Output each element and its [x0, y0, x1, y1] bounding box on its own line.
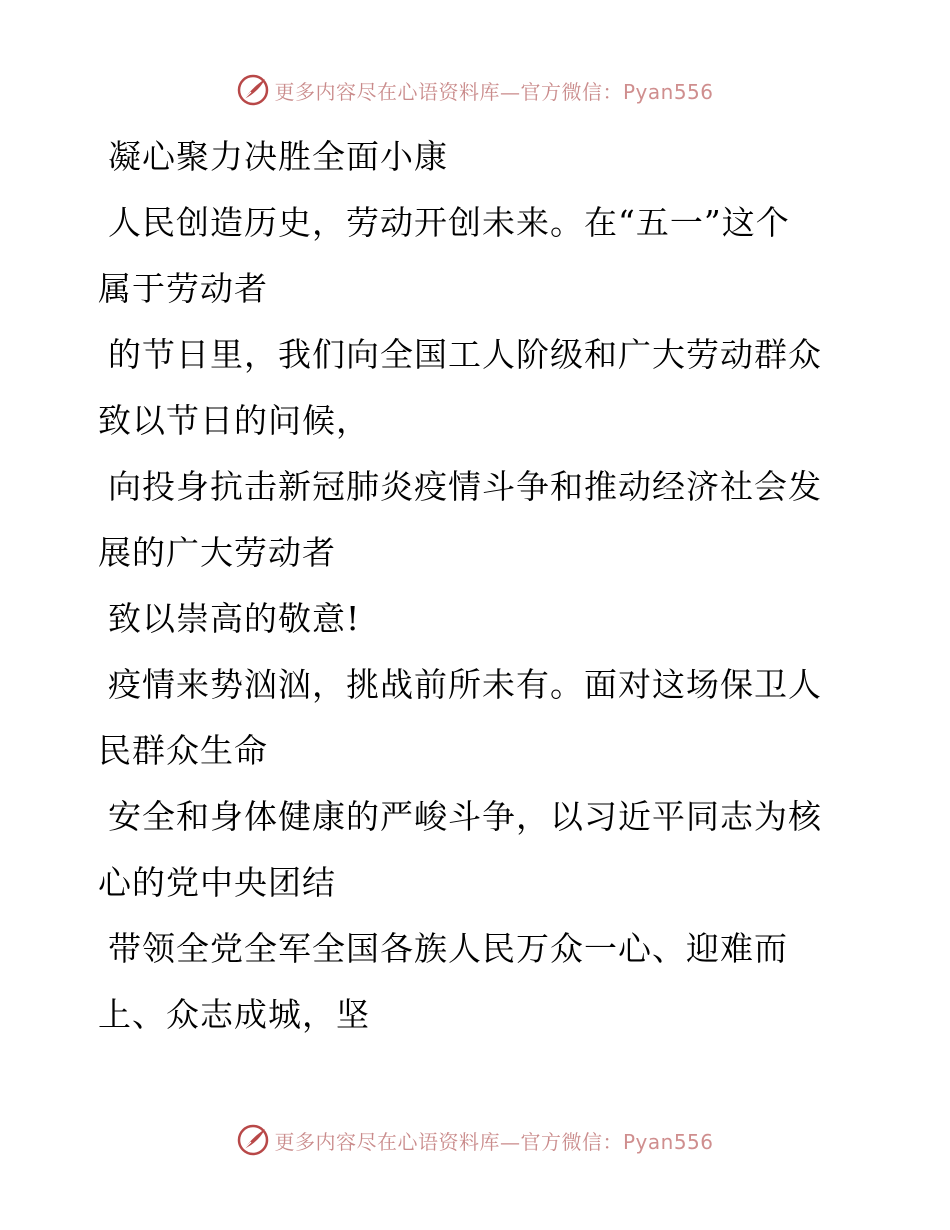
doc-line: 致以节日的问候，: [98, 401, 370, 440]
doc-line: 的节日里，我们向全国工人阶级和广大劳动群众: [108, 335, 822, 374]
header-watermark: [0, 70, 950, 110]
doc-line: 带领全党全军全国各族人民万众一心、迎难而: [108, 929, 788, 968]
document-body: [98, 124, 838, 1048]
watermark-text: 更多内容尽在心语资料库—官方微信：Pyan556: [274, 1129, 714, 1154]
watermark-wechat-id: Pyan556: [622, 1129, 714, 1154]
doc-line: 展的广大劳动者: [98, 533, 336, 572]
doc-line: 疫情来势汹汹，挑战前所未有。面对这场保卫人: [108, 665, 822, 704]
doc-line: 属于劳动者: [98, 269, 268, 308]
watermark-text: 更多内容尽在心语资料库—官方微信：Pyan556: [274, 79, 714, 104]
doc-line: 致以崇高的敬意!: [108, 599, 361, 638]
doc-line: 心的党中央团结: [98, 863, 336, 902]
doc-line: 向投身抗击新冠肺炎疫情斗争和推动经济社会发: [108, 467, 822, 506]
feather-pen-logo-icon: [236, 1123, 270, 1157]
feather-pen-logo-icon: [236, 73, 270, 107]
watermark-wechat-id: Pyan556: [622, 79, 714, 104]
footer-watermark: [0, 1120, 950, 1160]
doc-line: 上、众志成城，坚: [98, 995, 370, 1034]
doc-title: 凝心聚力决胜全面小康: [108, 137, 448, 176]
doc-line: 安全和身体健康的严峻斗争，以习近平同志为核: [108, 797, 822, 836]
doc-line: 民群众生命: [98, 731, 268, 770]
doc-line: 人民创造历史，劳动开创未来。在“五一”这个: [108, 203, 790, 242]
